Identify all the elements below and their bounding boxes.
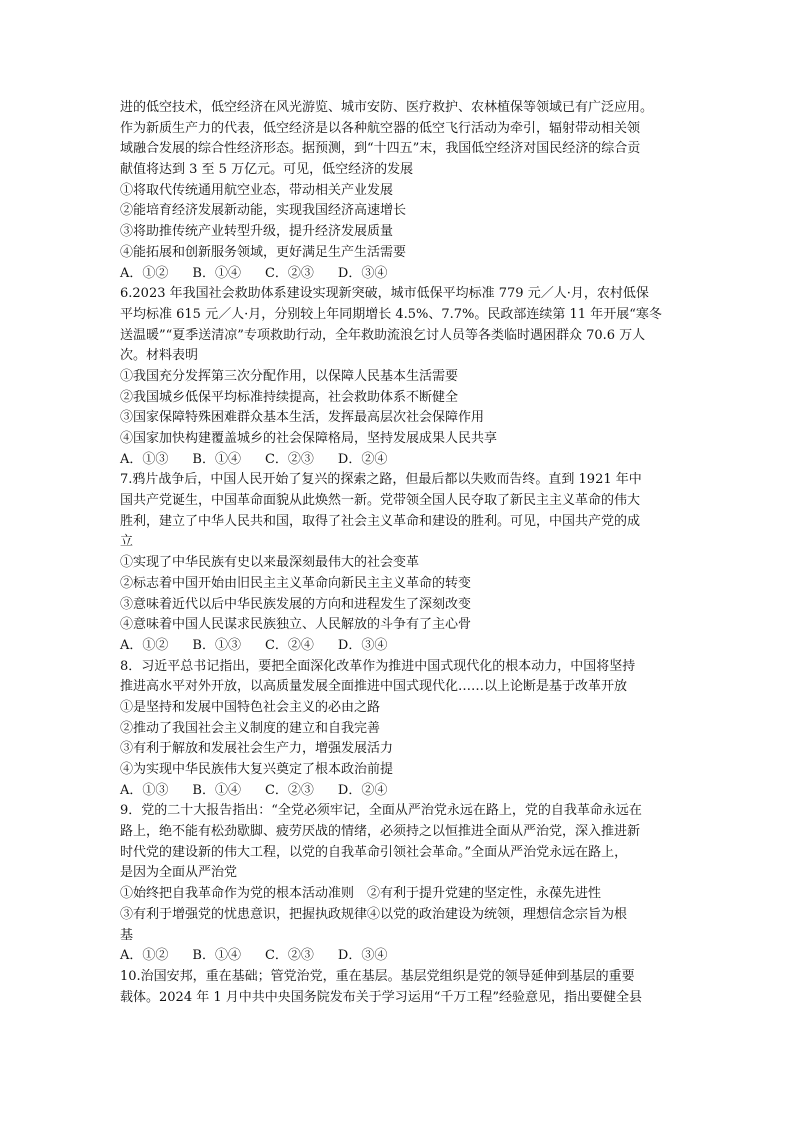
option-a[interactable]: A．①② <box>120 637 169 653</box>
exam-page <box>120 98 680 1008</box>
option-c[interactable]: C．②③ <box>264 948 314 964</box>
option-d[interactable]: D．②④ <box>337 451 388 467</box>
question-10 <box>120 967 680 1008</box>
statement-item: ①将取代传统通用航空业态，带动相关产业发展 <box>120 182 394 198</box>
question-stem-line: 进的低空技术，低空经济在风光游览、城市安防、医疗救护、农林植保等领域已有广泛应用。 <box>120 100 654 115</box>
statement-item: ①始终把自我革命作为党的根本活动准则 ②有利于提升党建的坚定性，永葆先进性 <box>120 886 602 902</box>
option-d[interactable]: D．③④ <box>337 265 388 281</box>
statement-item: ②能培育经济发展新动能，实现我国经济高速增长 <box>120 203 407 219</box>
statement-item: ③有利于增强党的忧患意识，把握执政规律④以党的政治建设为统领，理想信念宗旨为根 <box>120 906 628 922</box>
option-b[interactable]: B．①④ <box>192 265 241 281</box>
option-b[interactable]: B．①④ <box>192 782 241 798</box>
question-stem-line: 作为新质生产力的代表，低空经济是以各种航空器的低空飞行活动为牵引，辐射带动相关领 <box>120 120 641 136</box>
question-stem-line: 送温暖”“夏季送清凉”专项救助行动，全年救助流浪乞讨人员等各类临时遇困群众 70.6 万人 <box>120 327 646 343</box>
statement-item: ③意味着近代以后中华民族发展的方向和进程发生了深刻改变 <box>120 596 472 612</box>
option-d[interactable]: D．②④ <box>337 782 388 798</box>
option-b[interactable]: B．①④ <box>192 948 241 964</box>
statement-item: ①是坚持和发展中国特色社会主义的必由之路 <box>120 699 381 715</box>
question-stem-line: 时代党的建设新的伟大工程，以党的自我革命引领社会革命。”全面从严治党永远在路上， <box>120 844 628 860</box>
statement-item: ②推动了我国社会主义制度的建立和自我完善 <box>120 720 381 736</box>
option-c[interactable]: C．②③ <box>264 265 314 281</box>
option-d[interactable]: D．③④ <box>337 948 388 964</box>
statement-item: ④为实现中华民族伟大复兴奠定了根本政治前提 <box>120 762 394 777</box>
statement-item: ④国家加快构建覆盖城乡的社会保障格局，坚持发展成果人民共享 <box>120 431 498 446</box>
answer-options <box>120 264 680 285</box>
statement-item: ②我国城乡低保平均标准持续提高，社会救助体系不断健全 <box>120 389 459 405</box>
question-stem-line: 10.治国安邦，重在基础；管党治党，重在基层。基层党组织是党的领导延伸到基层的重要 <box>120 968 635 984</box>
question-stem-line: 域融合发展的综合性经济形态。据预测，到“十四五”末，我国低空经济对国民经济的综合贡 <box>120 141 641 157</box>
option-a[interactable]: A．①② <box>120 948 169 964</box>
option-c[interactable]: C．②④ <box>264 637 314 653</box>
question-stem-line: 国共产党诞生，中国革命面貌从此焕然一新。党带领全国人民夺取了新民主主义革命的伟大 <box>120 493 641 509</box>
question-stem-line: 载体。2024 年 1 月中共中央国务院发布关于学习运用“千万工程”经验意见，指出要健全县 <box>120 989 643 1005</box>
option-b[interactable]: B．①③ <box>192 637 241 653</box>
statement-item: ③有利于解放和发展社会生产力，增强发展活力 <box>120 741 394 757</box>
question-stem-line: 8．习近平总书记指出，要把全面深化改革作为推进中国式现代化的根本动力，中国将坚持 <box>120 658 636 674</box>
question-stem-line: 献值将达到 3 至 5 万亿元。可见，低空经济的发展 <box>120 162 414 178</box>
statement-item: ①我国充分发挥第三次分配作用，以保障人民基本生活需要 <box>120 368 459 384</box>
question-9 <box>120 801 680 967</box>
question-5 <box>120 98 680 284</box>
question-8 <box>120 657 680 802</box>
answer-options <box>120 450 680 471</box>
option-c[interactable]: C．②③ <box>264 451 314 467</box>
statement-item: ②标志着中国开始由旧民主主义革命向新民主主义革命的转变 <box>120 575 472 591</box>
answer-options <box>120 781 680 802</box>
question-stem-line: 是因为全面从严治党 <box>120 865 238 881</box>
question-stem-line: 路上，绝不能有松劲歇脚、疲劳厌战的情绪，必须持之以恒推进全面从严治党，深入推进新 <box>120 824 641 840</box>
statement-item: ④意味着中国人民谋求民族独立、人民解放的斗争有了主心骨 <box>120 617 472 633</box>
option-a[interactable]: A．①③ <box>120 451 169 467</box>
question-stem-line: 次。材料表明 <box>120 348 199 364</box>
option-a[interactable]: A．①③ <box>120 782 169 798</box>
answer-options <box>120 946 680 967</box>
statement-item: ③将助推传统产业转型升级，提升经济发展质量 <box>120 224 394 240</box>
question-stem-line: 7.鸦片战争后，中国人民开始了复兴的探索之路，但最后都以失败而告终。直到 1921 年中 <box>120 472 642 488</box>
option-a[interactable]: A．①② <box>120 265 169 281</box>
question-stem-line: 平均标准 615 元／人·月，分别较上年同期增长 4.5%、7.7%。民政部连续第 11 年开展“寒冬 <box>120 306 662 322</box>
question-stem-line: 6.2023 年我国社会救助体系建设实现新突破，城市低保平均标准 779 元／人·月，农村低保 <box>120 286 649 302</box>
question-stem-line: 立 <box>120 534 134 550</box>
answer-options <box>120 636 680 657</box>
question-6 <box>120 284 680 470</box>
statement-item: ①实现了中华民族有史以来最深刻最伟大的社会变革 <box>120 555 420 571</box>
statement-item: ④能拓展和创新服务领域，更好满足生产生活需要 <box>120 244 407 260</box>
statement-item: ③国家保障特殊困难群众基本生活，发挥最高层次社会保障作用 <box>120 410 485 426</box>
question-stem-line: 胜利，建立了中华人民共和国，取得了社会主义革命和建设的胜利。可见，中国共产党的成 <box>120 513 641 529</box>
option-c[interactable]: C．②③ <box>264 782 314 798</box>
question-stem-line: 9．党的二十大报告指出：“全党必须牢记，全面从严治党永远在路上，党的自我革命永远在 <box>120 803 642 819</box>
question-7 <box>120 470 680 656</box>
question-stem-line: 推进高水平对外开放，以高质量发展全面推进中国式现代化……以上论断是基于改革开放 <box>120 679 628 695</box>
statement-item: 基 <box>120 927 134 943</box>
option-b[interactable]: B．①④ <box>192 451 241 467</box>
option-d[interactable]: D．③④ <box>337 637 388 653</box>
